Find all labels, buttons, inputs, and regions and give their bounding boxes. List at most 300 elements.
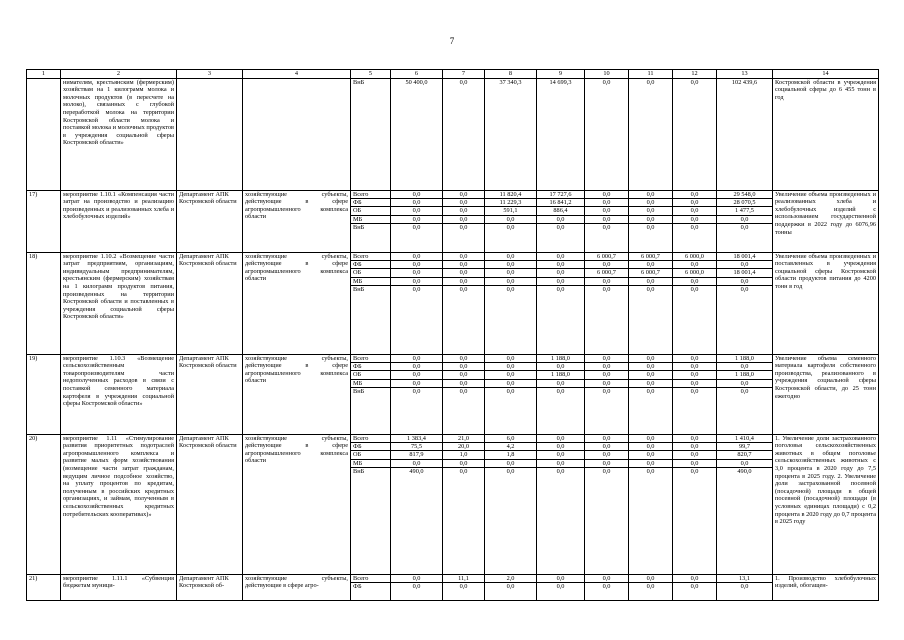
row-number: 20): [27, 434, 61, 574]
funding-source: Всего: [351, 191, 390, 199]
amount-value: 16 841,2: [537, 199, 584, 207]
amount-value: 0,0: [629, 371, 672, 379]
amount-value: 0,0: [391, 207, 442, 215]
amount-value: 0,0: [673, 363, 716, 371]
column-number-2: 2: [61, 70, 177, 79]
amount-value: 6 000,7: [585, 269, 628, 277]
amount-value: 0,0: [443, 191, 484, 199]
amount-value: 1 477,5: [717, 207, 772, 215]
executor: Департамент АПК Костромской области: [177, 252, 243, 354]
amount-value: 0,0: [740, 224, 749, 232]
amount-value: 0,0: [556, 388, 565, 396]
amount-cell-v6: [391, 252, 443, 354]
column-number-14: 14: [773, 70, 879, 79]
amount-value: 0,0: [443, 269, 484, 277]
table-row: [27, 252, 879, 354]
amount-value: 0,0: [485, 379, 536, 387]
amount-value: 0,0: [443, 277, 484, 285]
row-number: 21): [27, 574, 61, 600]
amount-cell-v9: [537, 252, 585, 354]
table-row: [27, 190, 879, 252]
amount-cell-v11: [629, 354, 673, 434]
amount-cell-v10: [585, 354, 629, 434]
amount-value: 0,0: [391, 379, 442, 387]
funding-source: Всего: [351, 355, 390, 363]
funding-source: МБ: [351, 215, 390, 223]
amount-value: 0,0: [717, 363, 772, 371]
amount-value: 0,0: [673, 459, 716, 467]
amount-value: 0,0: [443, 253, 484, 261]
row-number: [27, 78, 61, 190]
table-row: [27, 354, 879, 434]
amount-value: 0,0: [673, 575, 716, 583]
amount-value: 0,0: [485, 277, 536, 285]
amount-value: 0,0: [629, 277, 672, 285]
amount-value: 0,0: [443, 459, 484, 467]
column-number-10: 10: [585, 70, 629, 79]
amount-value: 0,0: [690, 286, 699, 294]
amount-cell-v9: [537, 190, 585, 252]
amount-value: 0,0: [585, 371, 628, 379]
measure-description: мероприятие 1.11.1 «Субвенция бюджетам муници-: [61, 574, 177, 600]
table-body: [27, 70, 879, 601]
amount-value: 0,0: [740, 388, 749, 396]
amount-value: 0,0: [537, 261, 584, 269]
amount-value: 0,0: [690, 388, 699, 396]
executor: Департамент АПК Костромской области: [177, 434, 243, 574]
amount-value: 490,0: [409, 468, 424, 476]
amount-value: 0,0: [459, 78, 468, 86]
amount-value: 18 001,4: [717, 269, 772, 277]
funding-source: ВнБ: [353, 388, 365, 396]
amount-value: 0,0: [673, 277, 716, 285]
amount-value: 0,0: [673, 451, 716, 459]
amount-value: 0,0: [391, 215, 442, 223]
amount-value: 0,0: [690, 224, 699, 232]
participants: хозяйствующие субъекты, действующие в сфере агропромышленного комплекса области: [243, 354, 351, 434]
table-row: [27, 574, 879, 600]
expected-result: 1. Увеличение доли застрахованного поголовья сельскохозяйственных животных в общем поголовье сельскохозяйственных животных с 3,0 процента в 2020 году до 7,5 процента в 2025 году. 2. Увеличение доли застрахованной посевной (посадочной) площади в общей посевной (посадочной) площади (в условных единицах площади) с 0,2 процента в 2020 году до 0,7 процента в 2025 году: [773, 434, 879, 574]
table-row: [27, 434, 879, 574]
expected-result: 1. Производство хлебобулочных изделий, обогащен-: [773, 574, 879, 600]
funding-source: МБ: [351, 277, 390, 285]
amount-value: 0,0: [412, 583, 421, 590]
amount-cell-v13: [717, 434, 773, 574]
amount-cell-v9: [537, 574, 585, 600]
column-number-4: 4: [243, 70, 351, 79]
amount-value: 21,0: [443, 435, 484, 443]
amount-value: 6 000,7: [629, 253, 672, 261]
amount-cell-v7: [443, 434, 485, 574]
funding-source-cell: [351, 354, 391, 434]
amount-value: 1 410,4: [717, 435, 772, 443]
expected-result: Костромской области в учреждения социальной сферы до 6 455 тонн в год: [773, 78, 879, 190]
amount-value: 0,0: [673, 443, 716, 451]
amount-cell-v13: [717, 354, 773, 434]
amount-value: 2,0: [485, 575, 536, 583]
amount-cell-v10: [585, 252, 629, 354]
amount-value: 11 229,3: [485, 199, 536, 207]
amount-value: 0,0: [585, 459, 628, 467]
amount-value: 0,0: [443, 355, 484, 363]
amount-value: 11,1: [443, 575, 484, 583]
amount-value: 0,0: [740, 583, 749, 590]
amount-value: 0,0: [673, 435, 716, 443]
amount-value: 0,0: [391, 269, 442, 277]
amount-cell-v11: [629, 574, 673, 600]
row-number: 17): [27, 190, 61, 252]
amount-cell-v11: [629, 190, 673, 252]
funding-source: Всего: [351, 435, 390, 443]
amount-value: 1,0: [443, 451, 484, 459]
amount-value: 102 439,6: [731, 78, 758, 86]
funding-source: ФБ: [351, 363, 390, 371]
amount-value: 0,0: [717, 215, 772, 223]
amount-cell-v12: [673, 574, 717, 600]
amount-value: 0,0: [602, 224, 611, 232]
amount-cell-v9: [537, 354, 585, 434]
amount-value: 0,0: [585, 443, 628, 451]
amount-value: 0,0: [646, 78, 655, 86]
measure-description: мероприятие 1.11 «Стимулирование развития приоритетных подотраслей агропромышленного комплекса и развитие малых форм хозяйствования (возмещение части затрат гражданам, ведущим личное подсобное хозяйство, на уплату процентов по кредитам, полученным в российских кредитных организациях, и займам, полученным в сельскохозяйственных кредитных потребительских кооперативах)»: [61, 434, 177, 574]
amount-value: 0,0: [506, 388, 515, 396]
amount-value: 0,0: [673, 379, 716, 387]
funding-source: ВнБ: [353, 468, 365, 476]
column-number-5: 5: [351, 70, 391, 79]
amount-cell-v8: [485, 434, 537, 574]
amount-value: 1 188,0: [717, 355, 772, 363]
amount-value: 6 000,7: [629, 269, 672, 277]
amount-value: 0,0: [629, 379, 672, 387]
amount-value: 0,0: [717, 459, 772, 467]
amount-value: 1 383,4: [391, 435, 442, 443]
amount-value: 0,0: [673, 355, 716, 363]
amount-value: 0,0: [506, 286, 515, 294]
amount-value: 11 820,4: [485, 191, 536, 199]
amount-value: 6,0: [485, 435, 536, 443]
amount-value: 817,9: [391, 451, 442, 459]
funding-source: ОБ: [351, 451, 390, 459]
amount-cell-v7: [443, 354, 485, 434]
amount-value: 0,0: [391, 261, 442, 269]
amount-value: 0,0: [629, 199, 672, 207]
column-number-1: 1: [27, 70, 61, 79]
amount-cell-v10: [585, 434, 629, 574]
amount-value: 99,7: [717, 443, 772, 451]
amount-cell-v12: [673, 434, 717, 574]
executor: Департамент АПК Костромской об-: [177, 574, 243, 600]
row-number: 18): [27, 252, 61, 354]
executor: [177, 78, 243, 190]
amount-value: 6 000,0: [673, 269, 716, 277]
amount-value: 0,0: [537, 363, 584, 371]
amount-value: 0,0: [443, 379, 484, 387]
amount-value: 0,0: [602, 286, 611, 294]
amount-cell-v11: [629, 434, 673, 574]
amount-value: 0,0: [459, 224, 468, 232]
funding-source: ОБ: [351, 371, 390, 379]
amount-value: 0,0: [459, 468, 468, 476]
amount-value: 0,0: [585, 277, 628, 285]
column-number-row: [27, 70, 879, 79]
page-number: 7: [449, 36, 455, 46]
amount-value: 14 699,3: [549, 78, 572, 86]
amount-value: 0,0: [585, 355, 628, 363]
amount-value: 0,0: [629, 575, 672, 583]
amount-cell-v6: [391, 190, 443, 252]
amount-cell-v8: [485, 574, 537, 600]
amount-value: 0,0: [585, 363, 628, 371]
amount-value: 0,0: [443, 261, 484, 269]
funding-source-cell: [351, 434, 391, 574]
amount-value: 6 000,0: [673, 253, 716, 261]
participants: [243, 78, 351, 190]
amount-cell-v8: [485, 78, 537, 190]
amount-value: 0,0: [673, 261, 716, 269]
amount-cell-v13: [717, 190, 773, 252]
amount-cell-v9: [537, 78, 585, 190]
column-number-12: 12: [673, 70, 717, 79]
amount-cell-v7: [443, 574, 485, 600]
amount-value: 0,0: [412, 388, 421, 396]
amount-value: 0,0: [717, 261, 772, 269]
amount-value: 0,0: [443, 199, 484, 207]
amount-value: 0,0: [556, 583, 565, 590]
funding-source: МБ: [351, 379, 390, 387]
amount-value: 0,0: [391, 355, 442, 363]
funding-source: ОБ: [351, 269, 390, 277]
amount-value: 0,0: [391, 199, 442, 207]
amount-value: 0,0: [537, 215, 584, 223]
amount-value: 0,0: [537, 451, 584, 459]
amount-cell-v12: [673, 190, 717, 252]
column-number-6: 6: [391, 70, 443, 79]
amount-value: 0,0: [740, 286, 749, 294]
funding-source-cell: [351, 252, 391, 354]
amount-cell-v10: [585, 78, 629, 190]
funding-source: ФБ: [351, 261, 390, 269]
amount-value: 37 340,3: [499, 78, 522, 86]
amount-value: 50 400,0: [405, 78, 428, 86]
amount-value: 820,7: [717, 451, 772, 459]
measure-description: мероприятие 1.10.1 «Компенсация части затрат на производство и реализацию произведенных и реализованных хлеба и хлебобулочных изделий»: [61, 190, 177, 252]
funding-source: ВнБ: [353, 286, 365, 294]
amount-value: 0,0: [412, 224, 421, 232]
amount-cell-v12: [673, 252, 717, 354]
amount-value: 0,0: [629, 435, 672, 443]
amount-value: 0,0: [485, 355, 536, 363]
amount-cell-v13: [717, 78, 773, 190]
amount-value: 0,0: [690, 78, 699, 86]
amount-value: 0,0: [629, 191, 672, 199]
amount-value: 0,0: [537, 459, 584, 467]
amount-value: 0,0: [485, 363, 536, 371]
amount-value: 0,0: [585, 215, 628, 223]
funding-source: Всего: [351, 575, 390, 583]
measure-description: мероприятие 1.10.3 «Возмещение сельскохозяйственным товаропроизводителям части недополученных расходов в связи с поставкой семенного материала картофеля в учреждения социальной сферы Костромской области»: [61, 354, 177, 434]
table-row: [27, 78, 879, 190]
amount-value: 0,0: [537, 277, 584, 285]
expected-result: Увеличение объема произведенных и реализованных хлеба и хлебобулочных изделий с использованием государственной поддержки в 2022 году до 6076,96 тонны: [773, 190, 879, 252]
amount-cell-v7: [443, 190, 485, 252]
amount-value: 0,0: [646, 224, 655, 232]
amount-value: 0,0: [717, 379, 772, 387]
expected-result: Увеличение объема семенного материала картофеля собственного производства, реализованного в учреждения социальной сферы Костромской области, до 25 тонн ежегодно: [773, 354, 879, 434]
amount-value: 0,0: [629, 207, 672, 215]
funding-source-cell: [351, 574, 391, 600]
funding-source: ОБ: [351, 207, 390, 215]
amount-value: 0,0: [556, 286, 565, 294]
amount-cell-v11: [629, 78, 673, 190]
amount-value: 75,5: [391, 443, 442, 451]
column-number-11: 11: [629, 70, 673, 79]
amount-value: 0,0: [391, 253, 442, 261]
amount-value: 0,0: [537, 575, 584, 583]
amount-value: 18 001,4: [717, 253, 772, 261]
amount-value: 0,0: [506, 583, 515, 590]
amount-value: 0,0: [717, 277, 772, 285]
amount-cell-v7: [443, 78, 485, 190]
amount-value: 0,0: [602, 583, 611, 590]
amount-cell-v13: [717, 574, 773, 600]
funding-source: ВнБ: [353, 78, 365, 86]
amount-value: 0,0: [506, 468, 515, 476]
participants: хозяйствующие субъекты, действующие в сфере агропромышленного комплекса области: [243, 434, 351, 574]
amount-value: 0,0: [602, 388, 611, 396]
column-number-8: 8: [485, 70, 537, 79]
amount-value: 0,0: [459, 286, 468, 294]
amount-cell-v10: [585, 190, 629, 252]
funding-source: ФБ: [351, 199, 390, 207]
amount-value: 0,0: [673, 207, 716, 215]
amount-cell-v10: [585, 574, 629, 600]
funding-source: ФБ: [351, 443, 390, 451]
amount-value: 0,0: [629, 363, 672, 371]
amount-value: 0,0: [443, 215, 484, 223]
amount-cell-v12: [673, 78, 717, 190]
amount-value: 13,1: [717, 575, 772, 583]
amount-value: 0,0: [391, 371, 442, 379]
amount-value: 0,0: [485, 371, 536, 379]
column-number-3: 3: [177, 70, 243, 79]
amount-value: 0,0: [673, 371, 716, 379]
amount-value: 0,0: [537, 379, 584, 387]
participants: хозяйствующие субъекты, действующие в сфере агро-: [243, 574, 351, 600]
amount-value: 0,0: [412, 286, 421, 294]
amount-cell-v8: [485, 252, 537, 354]
amount-value: 1 188,0: [717, 371, 772, 379]
participants: хозяйствующие субъекты, действующие в сфере агропромышленного комплекса области: [243, 252, 351, 354]
amount-value: 0,0: [629, 443, 672, 451]
amount-value: 0,0: [391, 459, 442, 467]
amount-value: 0,0: [646, 388, 655, 396]
amount-value: 1 188,0: [537, 371, 584, 379]
amount-value: 0,0: [391, 363, 442, 371]
amount-value: 0,0: [629, 261, 672, 269]
amount-value: 6 000,7: [585, 253, 628, 261]
amount-value: 0,0: [556, 468, 565, 476]
amount-value: 0,0: [459, 583, 468, 590]
amount-value: 0,0: [585, 575, 628, 583]
amount-value: 0,0: [485, 459, 536, 467]
amount-value: 0,0: [391, 277, 442, 285]
funding-source: ФБ: [353, 583, 362, 590]
amount-value: 0,0: [556, 224, 565, 232]
amount-value: 0,0: [391, 575, 442, 583]
amount-value: 0,0: [506, 224, 515, 232]
executor: Департамент АПК Костромской области: [177, 354, 243, 434]
amount-value: 0,0: [673, 215, 716, 223]
amount-value: 0,0: [602, 78, 611, 86]
amount-value: 0,0: [629, 355, 672, 363]
amount-cell-v12: [673, 354, 717, 434]
column-number-13: 13: [717, 70, 773, 79]
amount-cell-v6: [391, 78, 443, 190]
funding-source-cell: [351, 190, 391, 252]
amount-value: 29 548,0: [717, 191, 772, 199]
amount-value: 0,0: [537, 435, 584, 443]
program-table: [26, 69, 879, 601]
row-number: 19): [27, 354, 61, 434]
amount-value: 0,0: [629, 451, 672, 459]
amount-value: 0,0: [485, 215, 536, 223]
amount-value: 0,0: [646, 583, 655, 590]
amount-cell-v13: [717, 252, 773, 354]
amount-value: 0,0: [629, 459, 672, 467]
amount-value: 0,0: [585, 435, 628, 443]
amount-value: 28 070,5: [717, 199, 772, 207]
amount-value: 0,0: [673, 199, 716, 207]
amount-value: 0,0: [585, 261, 628, 269]
amount-value: 17 727,6: [537, 191, 584, 199]
amount-value: 0,0: [537, 269, 584, 277]
amount-value: 0,0: [646, 286, 655, 294]
amount-cell-v9: [537, 434, 585, 574]
column-number-9: 9: [537, 70, 585, 79]
amount-value: 0,0: [485, 269, 536, 277]
amount-value: 1 188,0: [537, 355, 584, 363]
funding-source-cell: [351, 78, 391, 190]
amount-value: 0,0: [690, 468, 699, 476]
amount-value: 0,0: [443, 363, 484, 371]
amount-value: 0,0: [585, 379, 628, 387]
amount-value: 0,0: [646, 468, 655, 476]
amount-value: 0,0: [443, 371, 484, 379]
amount-value: 0,0: [537, 443, 584, 451]
funding-source: ВнБ: [353, 224, 365, 232]
amount-value: 0,0: [585, 451, 628, 459]
amount-cell-v11: [629, 252, 673, 354]
amount-value: 0,0: [585, 199, 628, 207]
expected-result: Увеличение объема произведенных и поставленных в учреждения социальной сферы Костромской области продуктов питания до 4200 тонн в год: [773, 252, 879, 354]
executor: Департамент АПК Костромской области: [177, 190, 243, 252]
participants: хозяйствующие субъекты, действующие в сфере агропромышленного комплекса области: [243, 190, 351, 252]
amount-value: 591,1: [485, 207, 536, 215]
amount-cell-v8: [485, 190, 537, 252]
funding-source: МБ: [351, 459, 390, 467]
amount-value: 886,4: [537, 207, 584, 215]
amount-value: 0,0: [629, 215, 672, 223]
measure-description: мероприятие 1.10.2 «Возмещение части затрат предприятиям, организациям, индивидуальным предпринимателям, крестьянским (фермерским) хозяйствам на 1 килограмм продуктов питания, произведенных на территории Костромской области и поставленных в учреждения социальной сферы Костромской области»: [61, 252, 177, 354]
measure-description: нимателям, крестьянским (фермерским) хозяйствам на 1 килограмм молока и молочных продуктов (в пересчете на молоко), связанных с глубокой переработкой молока на территории Костромской области молока и поставкой молока и молочных продуктов в учреждения социальной сферы Костромской области»: [61, 78, 177, 190]
column-number-7: 7: [443, 70, 485, 79]
amount-value: 0,0: [485, 261, 536, 269]
amount-value: 1,8: [485, 451, 536, 459]
amount-cell-v6: [391, 434, 443, 574]
amount-value: 0,0: [585, 207, 628, 215]
amount-value: 4,2: [485, 443, 536, 451]
amount-cell-v7: [443, 252, 485, 354]
